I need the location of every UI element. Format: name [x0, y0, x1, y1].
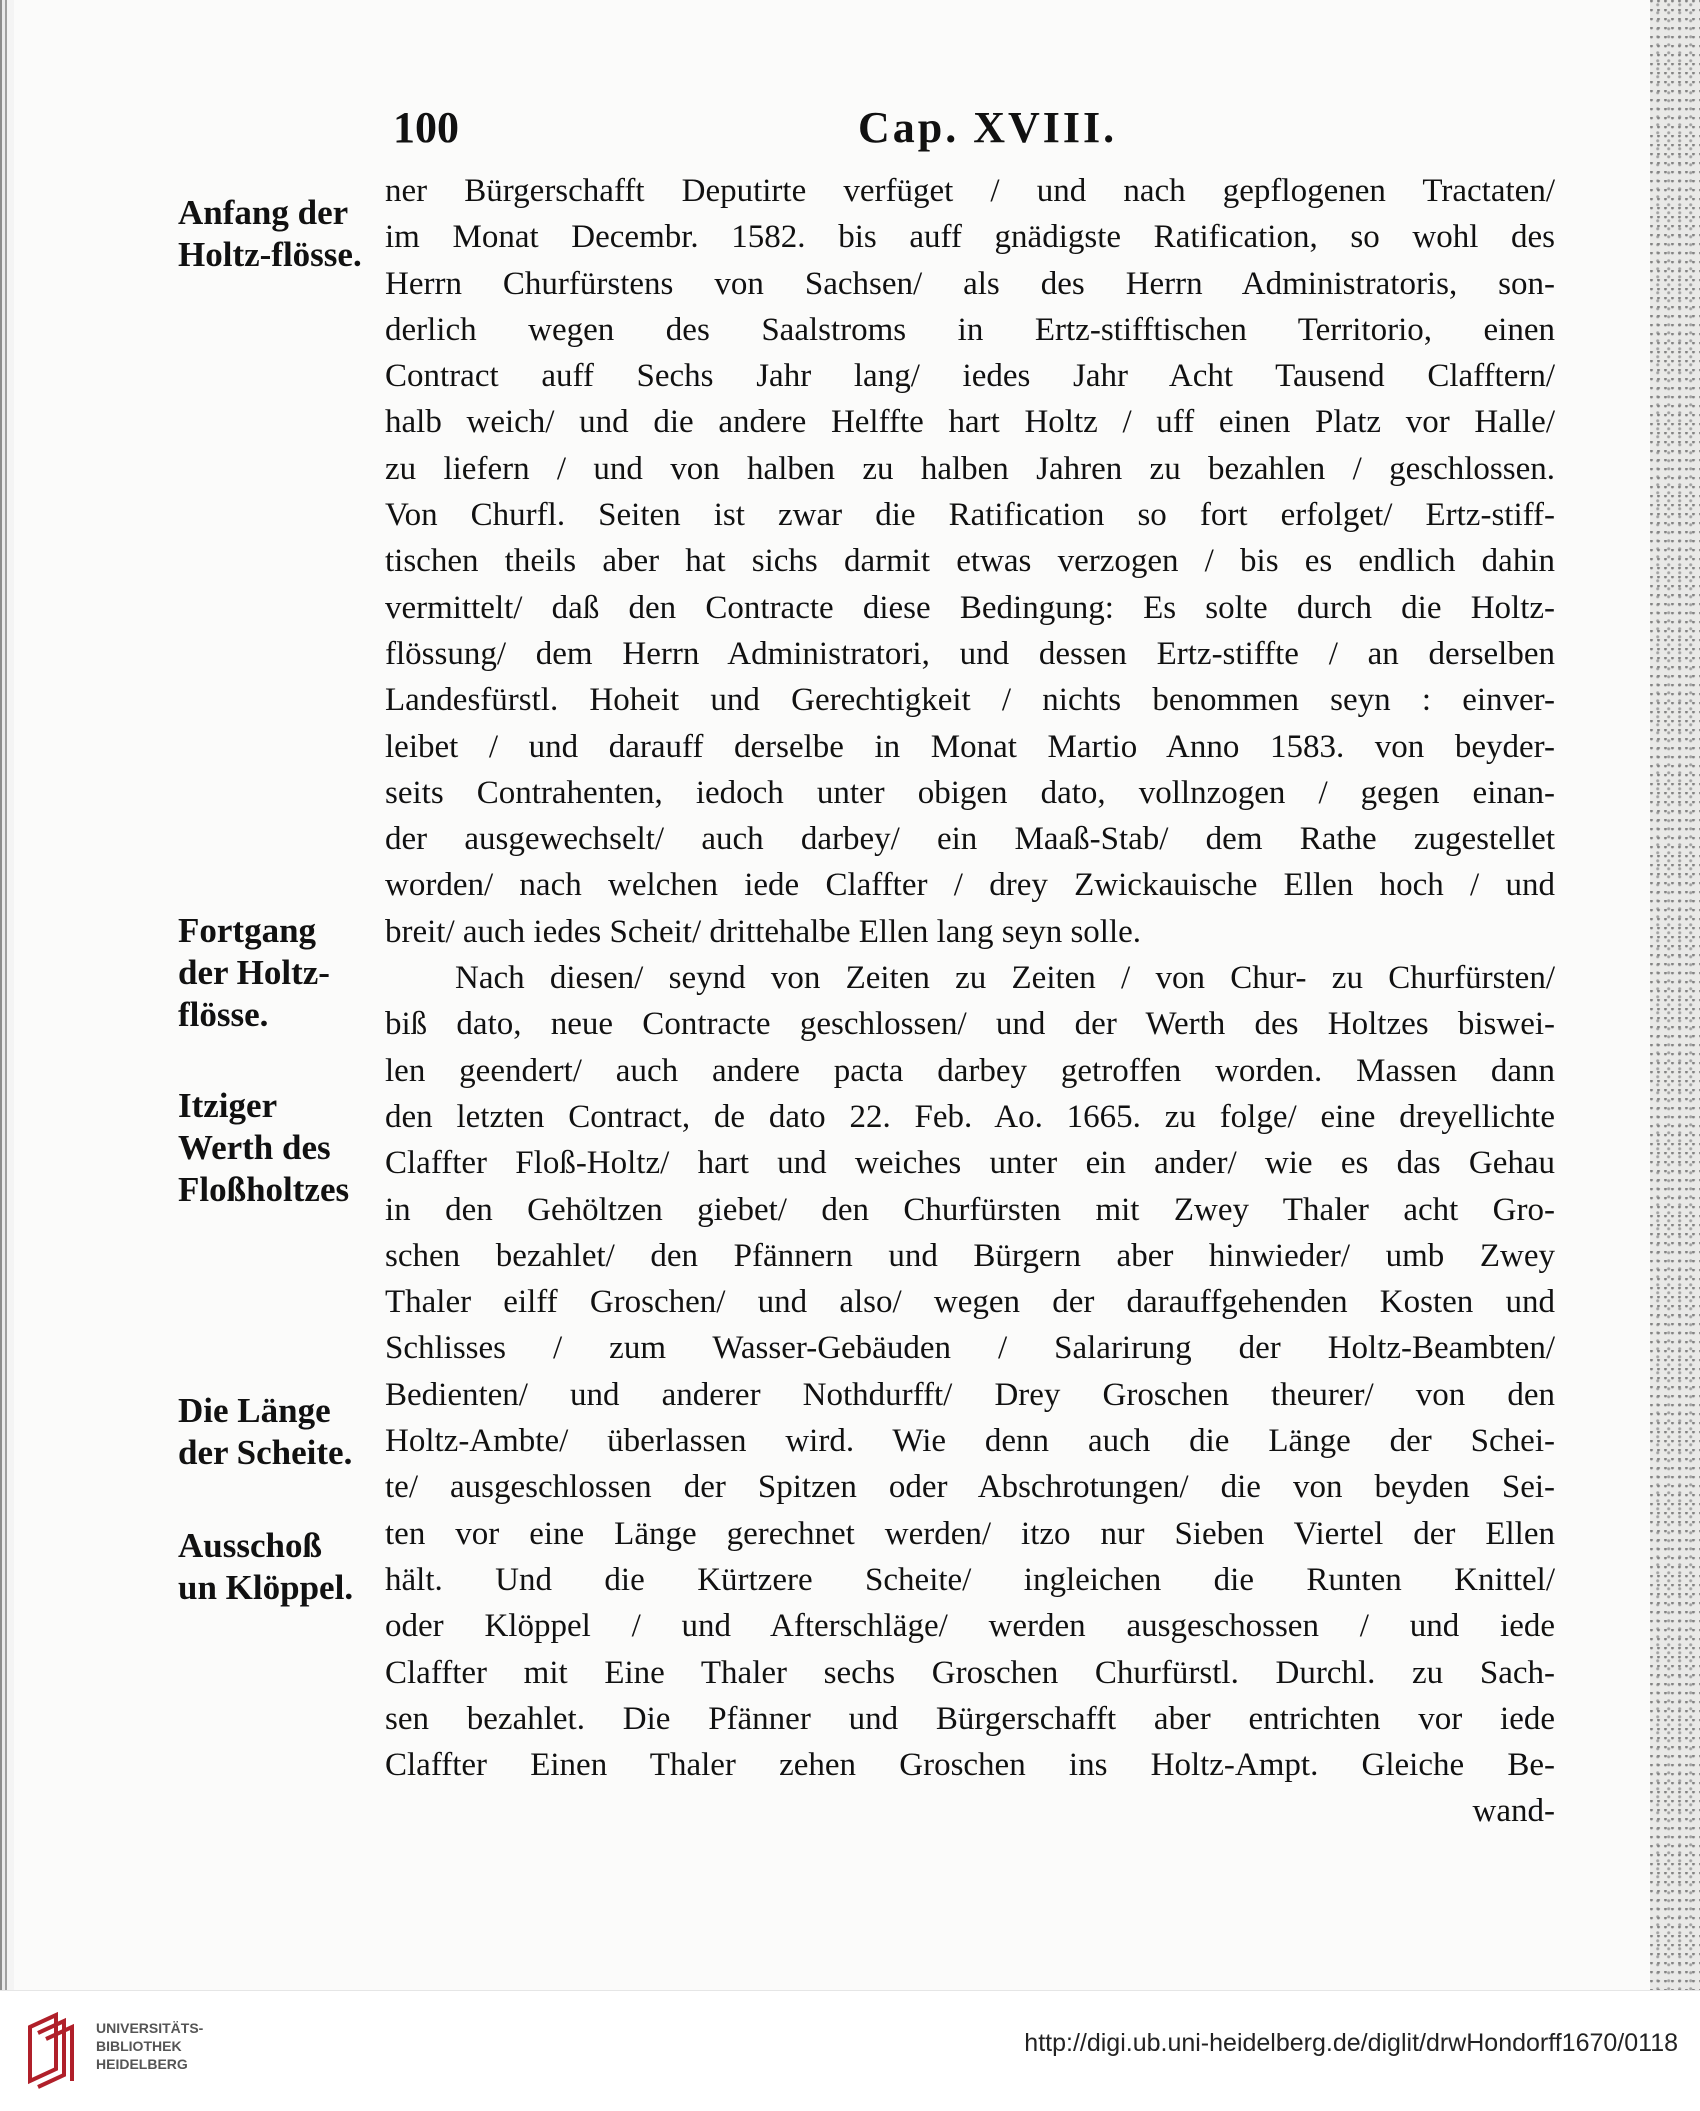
text-line: vermittelt/ daß den Contracte diese Bedingung: Es solte durch die Holtz-	[385, 589, 1555, 626]
university-library-logo-icon	[16, 2005, 106, 2095]
text-line: Nach diesen/ seynd von Zeiten zu Zeiten / von Chur- zu Churfürsten/	[455, 960, 1555, 997]
text-line: halb weich/ und die andere Helffte hart Holtz / uff einen Platz vor Halle/	[385, 404, 1555, 441]
text-line: Thaler eilff Groschen/ und also/ wegen der darauffgehenden Kosten und	[385, 1284, 1555, 1321]
text-line: den letzten Contract, de dato 22. Feb. Ao. 1665. zu folge/ eine dreyellichte	[385, 1098, 1555, 1135]
text-line: len geendert/ auch andere pacta darbey getroffen worden. Massen dann	[385, 1052, 1555, 1089]
marginal-note: Die Länge der Scheite.	[178, 1391, 353, 1472]
text-line: in den Gehöltzen giebet/ den Churfürsten mit Zwey Thaler acht Gro-	[385, 1191, 1555, 1228]
text-line: Von Churfl. Seiten ist zwar die Ratification so fort erfolget/ Ertz-stiff-	[385, 497, 1555, 534]
text-line: Herrn Churfürstens von Sachsen/ als des Herrn Administratoris, son-	[385, 265, 1555, 302]
text-line: Holtz-Ambte/ überlassen wird. Wie denn auch die Länge der Schei-	[385, 1423, 1555, 1460]
viewer-footer	[0, 1990, 1700, 2111]
text-line: ner Bürgerschafft Deputirte verfüget / und nach gepflogenen Tractaten/	[385, 173, 1555, 209]
text-line: oder Klöppel / und Afterschläge/ werden ausgeschossen / und iede	[385, 1608, 1555, 1645]
catchword: wand-	[1472, 1793, 1555, 1830]
marginal-note: Ausschoß un Klöppel.	[178, 1526, 354, 1607]
text-line: im Monat Decembr. 1582. bis auff gnädigste Ratification, so wohl des	[385, 219, 1555, 256]
text-line: tischen theils aber hat sichs darmit etwas verzogen / bis es endlich dahin	[385, 543, 1555, 580]
text-line: Schlisses / zum Wasser-Gebäuden / Salarirung der Holtz-Beambten/	[385, 1330, 1555, 1367]
marginal-note: Itziger Werth des Floßholtzes	[178, 1086, 350, 1209]
text-line: der ausgewechselt/ auch darbey/ ein Maaß-Stab/ dem Rathe zugestellet	[385, 821, 1555, 858]
text-line: leibet / und darauff derselbe in Monat Martio Anno 1583. von beyder-	[385, 728, 1555, 765]
text-line: Landesfürstl. Hoheit und Gerechtigkeit / nichts benommen seyn : einver-	[385, 682, 1555, 719]
text-line: Contract auff Sechs Jahr lang/ iedes Jahr Acht Tausend Clafftern/	[385, 358, 1555, 395]
text-line: worden/ nach welchen iede Claffter / drey Zwickauische Ellen hoch / und	[385, 867, 1555, 904]
text-line: ten vor eine Länge gerechnet werden/ itzo nur Sieben Viertel der Ellen	[385, 1515, 1555, 1552]
library-name: UNIVERSITÄTS- BIBLIOTHEK HEIDELBERG	[96, 2020, 204, 2072]
page-fore-edge	[1650, 0, 1700, 1990]
text-line: breit/ auch iedes Scheit/ drittehalbe Ellen lang seyn solle.	[385, 913, 1142, 950]
text-line: biß dato, neue Contracte geschlossen/ und der Werth des Holtzes biswei-	[385, 1006, 1555, 1043]
text-line: zu liefern / und von halben zu halben Jahren zu bezahlen / geschlossen.	[385, 450, 1555, 487]
page-number: 100	[393, 103, 459, 152]
text-line: Claffter Einen Thaler zehen Groschen ins Holtz-Ampt. Gleiche Be-	[385, 1747, 1555, 1784]
marginal-note: Anfang der Holtz-flösse.	[178, 193, 362, 274]
marginal-note: Fortgang der Holtz- flösse.	[178, 911, 330, 1034]
text-line: sen bezahlet. Die Pfänner und Bürgerschafft aber entrichten vor iede	[385, 1700, 1555, 1737]
chapter-heading: Cap. XVIII.	[858, 103, 1118, 152]
text-line: seits Contrahenten, iedoch unter obigen dato, vollnzogen / gegen einan-	[385, 774, 1555, 811]
text-line: flössung/ dem Herrn Administratori, und dessen Ertz-stiffte / an derselben	[385, 635, 1555, 672]
text-line: Claffter Floß-Holtz/ hart und weiches unter ein ander/ wie es das Gehau	[385, 1145, 1555, 1182]
running-head	[393, 102, 1561, 150]
body-text	[385, 168, 1555, 1835]
text-line: te/ ausgeschlossen der Spitzen oder Abschrotungen/ die von beyden Sei-	[385, 1469, 1555, 1506]
text-line: derlich wegen des Saalstroms in Ertz-stifftischen Territorio, einen	[385, 311, 1555, 348]
page-binding-edge	[0, 0, 14, 1990]
text-line: Bedienten/ und anderer Nothdurfft/ Drey Groschen theurer/ von den	[385, 1376, 1555, 1413]
text-line: schen bezahlet/ den Pfännern und Bürgern aber hinwieder/ umb Zwey	[385, 1237, 1555, 1274]
text-line: hält. Und die Kürtzere Scheite/ ingleichen die Runten Knittel/	[385, 1561, 1555, 1598]
permalink-url[interactable]: http://digi.ub.uni-heidelberg.de/diglit/drwHondorff1670/0118	[1024, 2029, 1678, 2057]
text-line: Claffter mit Eine Thaler sechs Groschen Churfürstl. Durchl. zu Sach-	[385, 1654, 1555, 1691]
